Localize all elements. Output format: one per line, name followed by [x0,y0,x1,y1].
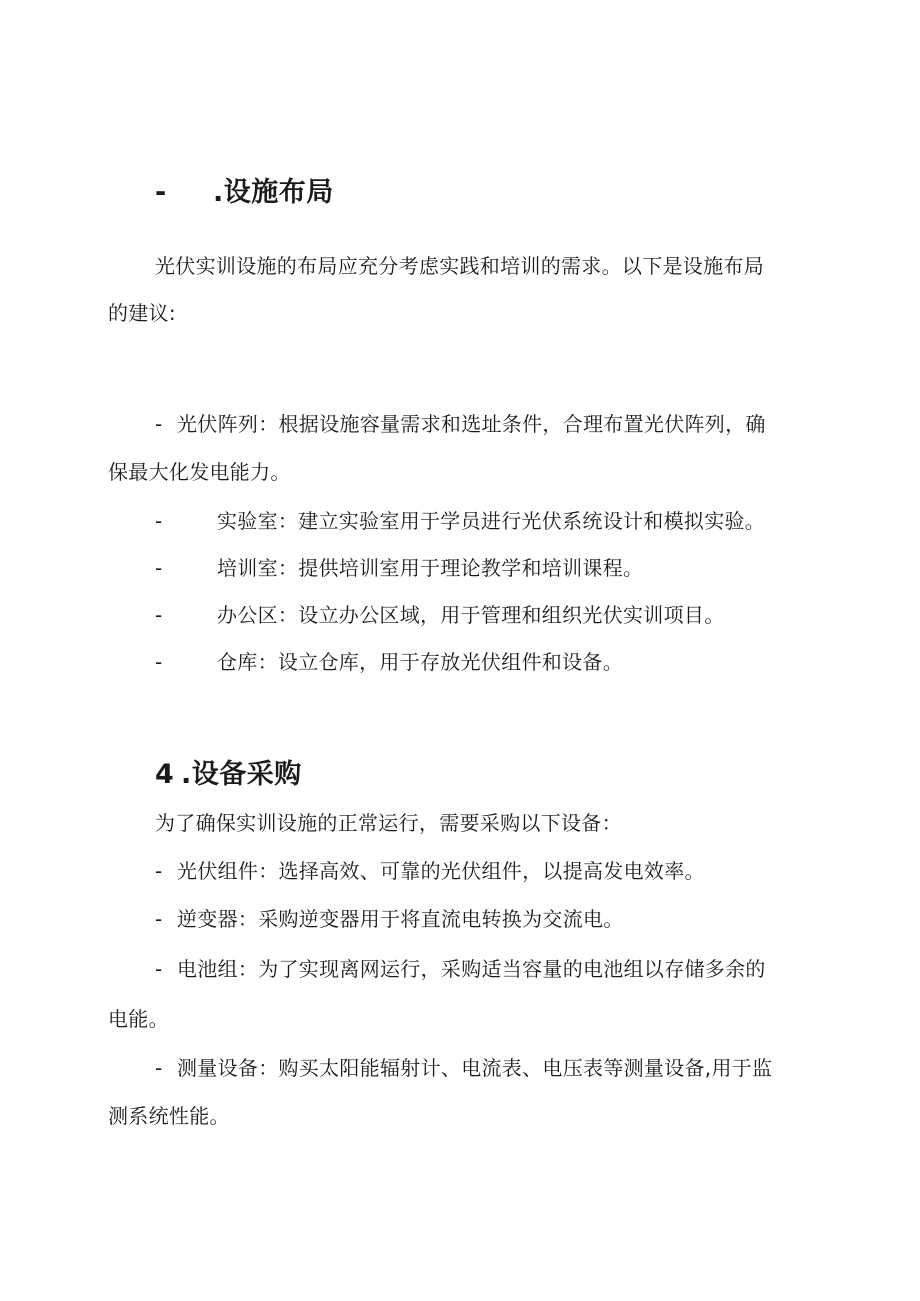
list-item-text: 实验室：建立实验室用于学员进行光伏系统设计和模拟实验。 [217,509,766,533]
list-item-continuation: 保最大化发电能力。 [108,460,291,484]
section-title: .设备采购 [181,759,302,790]
paragraph-line: 的建议: [108,301,176,325]
list-item-text: 办公区：设立办公区域，用于管理和组织光伏实训项目。 [217,603,725,627]
list-item-text: 培训室：提供培训室用于理论教学和培训课程。 [217,556,644,580]
list-bullet: - [155,907,163,931]
list-item [155,953,766,982]
section-heading-facility-layout [155,170,334,209]
section-title: .设施布局 [213,177,334,208]
section-number: 4 [155,759,175,790]
list-item [155,646,623,675]
list-item-continuation: 电能。 [108,1007,169,1031]
list-item [155,855,705,884]
list-item [155,552,643,581]
section-heading-equipment-procurement [155,752,302,791]
list-bullet: - [155,556,163,580]
list-bullet: - [155,1056,163,1080]
list-item-text: 仓库：设立仓库，用于存放光伏组件和设备。 [217,650,623,674]
list-item-text: 测量设备：购买太阳能辐射计、电流表、电压表等测量设备,用于监 [177,1056,773,1080]
paragraph-line: 为了确保实训设施的正常运行，需要采购以下设备： [155,811,622,835]
list-item [155,408,766,437]
list-item [155,505,765,534]
list-item-continuation: 测系统性能。 [108,1104,230,1128]
list-item [155,599,725,628]
list-item-text: 光伏阵列：根据设施容量需求和选址条件，合理布置光伏阵列，确 [177,412,766,436]
list-bullet: - [155,603,163,627]
list-item-text: 逆变器：采购逆变器用于将直流电转换为交流电。 [177,907,624,931]
list-bullet: - [155,957,163,981]
list-item [155,1052,772,1081]
list-bullet: - [155,859,163,883]
list-item-text: 电池组：为了实现离网运行，采购适当容量的电池组以存储多余的 [177,957,766,981]
list-item-text: 光伏组件：选择高效、可靠的光伏组件，以提高发电效率。 [177,859,705,883]
list-bullet: - [155,412,163,436]
list-bullet: - [155,509,163,533]
list-item [155,903,624,932]
paragraph-line: 光伏实训设施的布局应充分考虑实践和培训的需求。以下是设施布局 [155,254,764,278]
section-number: - [155,177,167,208]
list-bullet: - [155,650,163,674]
